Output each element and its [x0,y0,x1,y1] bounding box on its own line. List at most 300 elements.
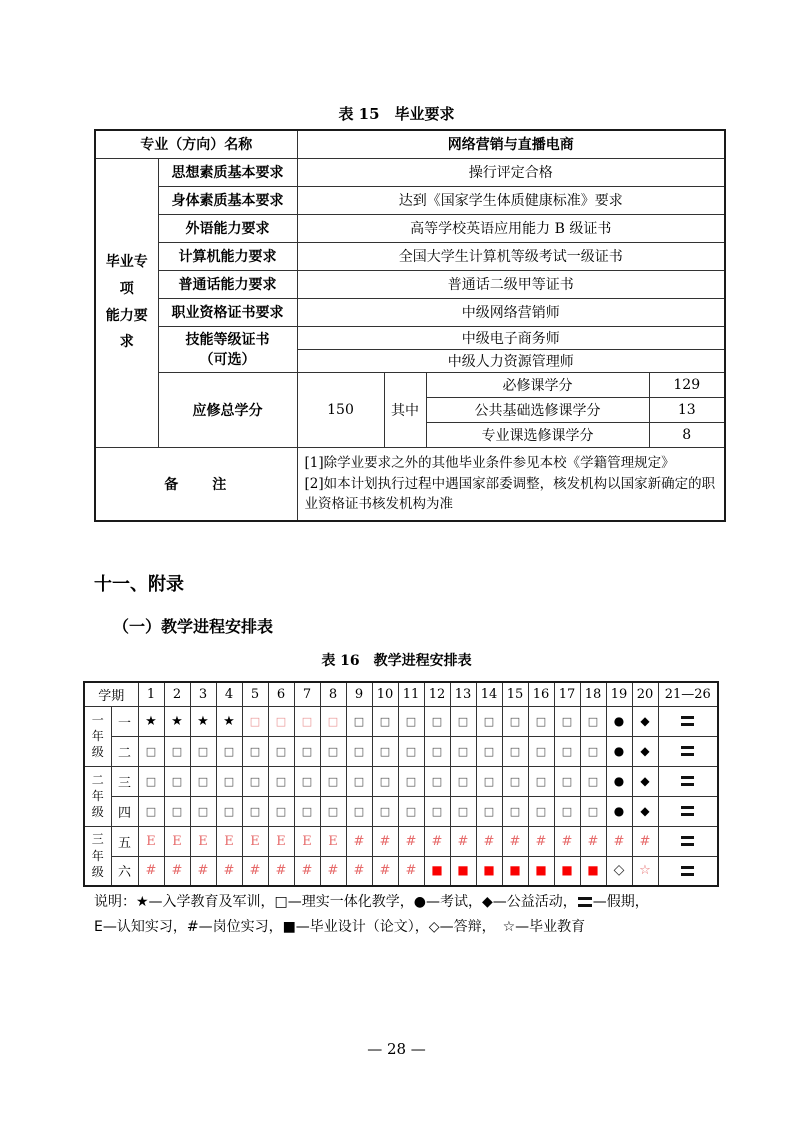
schedule-cell [216,706,242,736]
box-icon: □ [145,744,157,758]
box-icon: □ [587,714,599,728]
E-icon: E [224,833,234,849]
page-number: — 28 — [367,1040,426,1058]
box-icon: □ [587,804,599,818]
holiday-icon [578,897,592,907]
hash-icon: # [509,833,521,849]
schedule-cell [372,826,398,856]
box-icon: □ [483,714,495,728]
hash-icon: # [327,863,339,879]
schedule-cell [606,766,632,796]
remark-content [297,447,725,521]
schedule-cell [346,826,372,856]
semester-label-cell: 四 [111,796,138,826]
schedule-cell [632,766,658,796]
schedule-cell [138,856,164,886]
remark-label: 备 注 [95,447,297,521]
box-icon: □ [301,744,313,758]
schedule-cell [502,736,528,766]
welfare-icon: ◆ [640,743,650,758]
schedule-cell [554,796,580,826]
semester-corner-label: 学期 [84,682,138,706]
box-icon: □ [405,744,417,758]
schedule-cell [268,706,294,736]
schedule-cell [632,736,658,766]
box-icon: □ [197,774,209,788]
schedule-cell [528,736,554,766]
schedule-cell [164,706,190,736]
box-icon: □ [353,804,365,818]
schedule-cell [164,796,190,826]
schedule-cell [554,826,580,856]
schedule-cell [398,796,424,826]
week-header-cell: 3 [190,682,216,706]
schedule-cell [320,826,346,856]
box-icon: □ [483,774,495,788]
box-icon: □ [509,804,521,818]
schedule-cell [632,826,658,856]
req-value: 高等学校英语应用能力 B 级证书 [297,214,725,242]
schedule-cell [398,856,424,886]
box-icon: □ [561,744,573,758]
req-value: 操行评定合格 [297,158,725,186]
week-header-cell: 11 [398,682,424,706]
box-icon: □ [275,774,287,788]
schedule-cell [216,766,242,796]
schedule-cell [424,796,450,826]
box-icon: □ [483,804,495,818]
schedule-cell [502,856,528,886]
schedule-cell [268,766,294,796]
schedule-cell [216,736,242,766]
skill-cert-value: 中级人力资源管理师 [297,349,725,372]
holiday-icon [681,806,694,816]
hash-icon: # [431,833,443,849]
year-label-cell: 三 年 级 [84,826,111,886]
week-header-cell: 16 [528,682,554,706]
among-label: 其中 [384,372,426,447]
skill-cert-label-line1: 技能等级证书 [185,332,270,348]
schedule-cell [190,766,216,796]
schedule-cell [580,706,606,736]
hash-icon: # [587,833,599,849]
legend-text: 说明：★—入学教育及军训，□—理实一体化教学，●—考试，◆—公益活动， [94,894,577,910]
req-value: 中级网络营销师 [297,298,725,326]
thesis-icon: ■ [431,863,443,878]
schedule-cell [294,796,320,826]
schedule-cell [216,796,242,826]
schedule-cell [580,856,606,886]
E-icon: E [276,833,286,849]
schedule-cell [632,856,658,886]
schedule-cell [476,736,502,766]
legend-line-1 [94,893,719,913]
box-icon: □ [535,744,547,758]
box-icon: □ [223,804,235,818]
schedule-cell [242,766,268,796]
schedule-cell [346,736,372,766]
schedule-cell [554,856,580,886]
remark-line: [1]除学业要求之外的其他毕业条件参见本校《学籍管理规定》 [304,455,675,472]
schedule-cell [346,856,372,886]
exam-icon: ● [613,713,625,728]
box-icon: □ [561,804,573,818]
box-icon: □ [275,804,287,818]
box-icon: □ [405,804,417,818]
schedule-cell [606,826,632,856]
box-icon: □ [535,804,547,818]
schedule-cell [294,766,320,796]
star-icon: ★ [171,713,183,729]
week-header-cell: 17 [554,682,580,706]
box-icon: □ [223,774,235,788]
req-value: 全国大学生计算机等级考试一级证书 [297,242,725,270]
box-icon: □ [587,744,599,758]
box-icon: □ [457,774,469,788]
box-icon: □ [561,774,573,788]
exam-icon: ● [613,743,625,758]
schedule-cell [450,706,476,736]
box-icon: □ [171,774,183,788]
schedule-cell [632,796,658,826]
week-header-cell: 7 [294,682,320,706]
schedule-cell [476,796,502,826]
schedule-cell [658,826,718,856]
box-icon: □ [249,744,261,758]
thesis-icon: ■ [509,863,521,878]
box-icon: □ [301,774,313,788]
hash-icon: # [561,833,573,849]
credit-item-value: 8 [649,422,725,447]
schedule-cell [502,706,528,736]
schedule-cell [190,826,216,856]
schedule-cell [242,706,268,736]
schedule-cell [164,826,190,856]
semester-label-cell: 六 [111,856,138,886]
star-icon: ★ [145,713,157,729]
schedule-cell [294,826,320,856]
schedule-cell [138,826,164,856]
schedule-cell [528,826,554,856]
welfare-icon: ◆ [640,803,650,818]
box-icon: □ [535,774,547,788]
schedule-cell [268,796,294,826]
hash-icon: # [405,863,417,879]
schedule-cell [580,766,606,796]
total-credits-label: 应修总学分 [158,372,297,447]
box-icon: □ [171,744,183,758]
hash-icon: # [613,833,625,849]
major-name-value: 网络营销与直播电商 [297,130,725,158]
schedule-cell [528,766,554,796]
box-icon: □ [431,774,443,788]
box_red-icon: □ [327,714,339,728]
week-header-cell: 14 [476,682,502,706]
semester-label-cell: 一 [111,706,138,736]
week-header-cell: 21—26 [658,682,718,706]
thesis-icon: ■ [483,863,495,878]
week-header-cell: 18 [580,682,606,706]
schedule-cell [242,736,268,766]
schedule-cell [268,826,294,856]
exam-icon: ● [613,803,625,818]
req-value: 达到《国家学生体质健康标准》要求 [297,186,725,214]
hash-icon: # [483,833,495,849]
star-icon: ★ [197,713,209,729]
subsection-heading-schedule: （一）教学进程安排表 [113,617,274,636]
week-header-cell: 9 [346,682,372,706]
welfare-icon: ◆ [640,773,650,788]
req-label: 普通话能力要求 [158,270,297,298]
box-icon: □ [197,744,209,758]
box_red-icon: □ [275,714,287,728]
schedule-cell [554,736,580,766]
box-icon: □ [483,744,495,758]
box-icon: □ [301,804,313,818]
star-icon: ★ [223,713,235,729]
week-header-cell: 1 [138,682,164,706]
skill-cert-value: 中级电子商务师 [297,326,725,349]
schedule-cell [424,706,450,736]
schedule-cell [476,766,502,796]
holiday-icon [681,836,694,846]
E-icon: E [328,833,338,849]
schedule-cell [528,856,554,886]
schedule-cell [242,856,268,886]
week-header-cell: 6 [268,682,294,706]
schedule-cell [424,826,450,856]
schedule-cell [294,736,320,766]
holiday-icon [681,776,694,786]
hash-icon: # [275,863,287,879]
req-label: 思想素质基本要求 [158,158,297,186]
schedule-cell [138,766,164,796]
box-icon: □ [327,744,339,758]
schedule-cell [632,706,658,736]
schedule-cell [606,706,632,736]
box-icon: □ [405,714,417,728]
hash-icon: # [249,863,261,879]
week-header-cell: 19 [606,682,632,706]
schedule-cell [476,856,502,886]
schedule-cell [398,826,424,856]
year-label-cell: 一 年 级 [84,706,111,766]
thesis-icon: ■ [561,863,573,878]
box-icon: □ [145,774,157,788]
section-heading-appendix: 十一、附录 [94,574,184,595]
schedule-cell [164,736,190,766]
schedule-cell [190,856,216,886]
req-label: 外语能力要求 [158,214,297,242]
box-icon: □ [405,774,417,788]
schedule-cell [138,706,164,736]
box-icon: □ [379,804,391,818]
schedule-cell [346,706,372,736]
credit-item-name: 公共基础选修课学分 [426,397,649,422]
box-icon: □ [457,714,469,728]
thesis-icon: ■ [457,863,469,878]
graduation-requirements-table [94,129,726,522]
welfare-icon: ◆ [640,713,650,728]
schedule-cell [138,796,164,826]
req-value: 普通话二级甲等证书 [297,270,725,298]
schedule-cell [502,766,528,796]
schedule-cell [606,796,632,826]
schedule-cell [658,856,718,886]
legend-line-2: E—认知实习，#—岗位实习，■—毕业设计（论文），◇—答辩， ☆—毕业教育 [94,919,586,935]
total-credits-value: 150 [297,372,384,447]
box-icon: □ [197,804,209,818]
schedule-cell [190,706,216,736]
schedule-cell [450,826,476,856]
schedule-cell [398,736,424,766]
box-icon: □ [353,744,365,758]
box-icon: □ [379,774,391,788]
schedule-cell [424,766,450,796]
hash-icon: # [379,833,391,849]
schedule-cell [424,856,450,886]
hash-icon: # [223,863,235,879]
schedule-cell [606,736,632,766]
semester-label-cell: 五 [111,826,138,856]
box-icon: □ [431,804,443,818]
box-icon: □ [509,744,521,758]
box-icon: □ [327,804,339,818]
schedule-cell [658,706,718,736]
hash-icon: # [301,863,313,879]
week-header-cell: 2 [164,682,190,706]
box-icon: □ [431,744,443,758]
week-header-cell: 10 [372,682,398,706]
schedule-cell [346,766,372,796]
schedule-cell [476,826,502,856]
schedule-cell [164,766,190,796]
schedule-cell [450,856,476,886]
schedule-cell [242,796,268,826]
box-icon: □ [353,714,365,728]
E-icon: E [146,833,156,849]
schedule-cell [294,856,320,886]
exam-icon: ● [613,773,625,788]
table16-title: 表 16 教学进程安排表 [321,653,472,669]
schedule-cell [554,706,580,736]
box-icon: □ [457,804,469,818]
box-icon: □ [457,744,469,758]
box-icon: □ [249,774,261,788]
schedule-cell [450,796,476,826]
credit-item-value: 129 [649,372,725,397]
week-header-cell: 12 [424,682,450,706]
schedule-cell [372,736,398,766]
schedule-cell [606,856,632,886]
thesis-icon: ■ [587,863,599,878]
hash-icon: # [145,863,157,879]
schedule-cell [450,736,476,766]
schedule-cell [554,766,580,796]
box_red-icon: □ [249,714,261,728]
credit-item-value: 13 [649,397,725,422]
semester-label-cell: 二 [111,736,138,766]
schedule-cell [372,706,398,736]
schedule-cell [320,856,346,886]
schedule-cell [216,856,242,886]
hash-icon: # [171,863,183,879]
schedule-cell [294,706,320,736]
box-icon: □ [509,714,521,728]
holiday-icon [681,746,694,756]
box-icon: □ [145,804,157,818]
holiday-icon [681,866,694,876]
schedule-cell [450,766,476,796]
box-icon: □ [379,714,391,728]
box-icon: □ [587,774,599,788]
year-label-cell: 二 年 级 [84,766,111,826]
box-icon: □ [431,714,443,728]
schedule-cell [398,706,424,736]
table15-title: 表 15 毕业要求 [338,105,455,123]
credit-item-name: 专业课选修课学分 [426,422,649,447]
week-header-cell: 13 [450,682,476,706]
schedule-cell [424,736,450,766]
schedule-cell [190,736,216,766]
box-icon: □ [379,744,391,758]
box_red-icon: □ [301,714,313,728]
week-header-cell: 20 [632,682,658,706]
schedule-cell [580,796,606,826]
schedule-cell [268,856,294,886]
schedule-cell [502,796,528,826]
schedule-cell [242,826,268,856]
schedule-cell [580,826,606,856]
schedule-cell [658,766,718,796]
group-label-line2: 能力要求 [105,307,148,351]
week-header-cell: 8 [320,682,346,706]
schedule-cell [320,796,346,826]
E-icon: E [250,833,260,849]
schedule-cell [346,796,372,826]
box-icon: □ [509,774,521,788]
req-label: 计算机能力要求 [158,242,297,270]
schedule-cell [164,856,190,886]
hash-icon: # [405,833,417,849]
group-label-line1: 毕业专项 [105,254,148,297]
hash-icon: # [353,833,365,849]
remark-line: [2]如本计划执行过程中遇国家部委调整，核发机构以国家新确定的职业资格证书核发机构为准 [304,475,716,512]
schedule-cell [216,826,242,856]
semester-label-cell: 三 [111,766,138,796]
schedule-cell [502,826,528,856]
defense-icon: ◇ [613,862,625,879]
week-header-cell: 15 [502,682,528,706]
schedule-cell [528,796,554,826]
box-icon: □ [223,744,235,758]
hash-icon: # [535,833,547,849]
schedule-cell [476,706,502,736]
schedule-cell [398,766,424,796]
skill-cert-label [158,326,297,372]
legend-text: —假期， [592,894,649,910]
box-icon: □ [275,744,287,758]
credit-item-name: 必修课学分 [426,372,649,397]
box-icon: □ [249,804,261,818]
teaching-schedule-table [83,681,719,887]
schedule-cell [190,796,216,826]
box-icon: □ [535,714,547,728]
schedule-cell [320,736,346,766]
schedule-cell [580,736,606,766]
schedule-cell [320,706,346,736]
hash-icon: # [197,863,209,879]
